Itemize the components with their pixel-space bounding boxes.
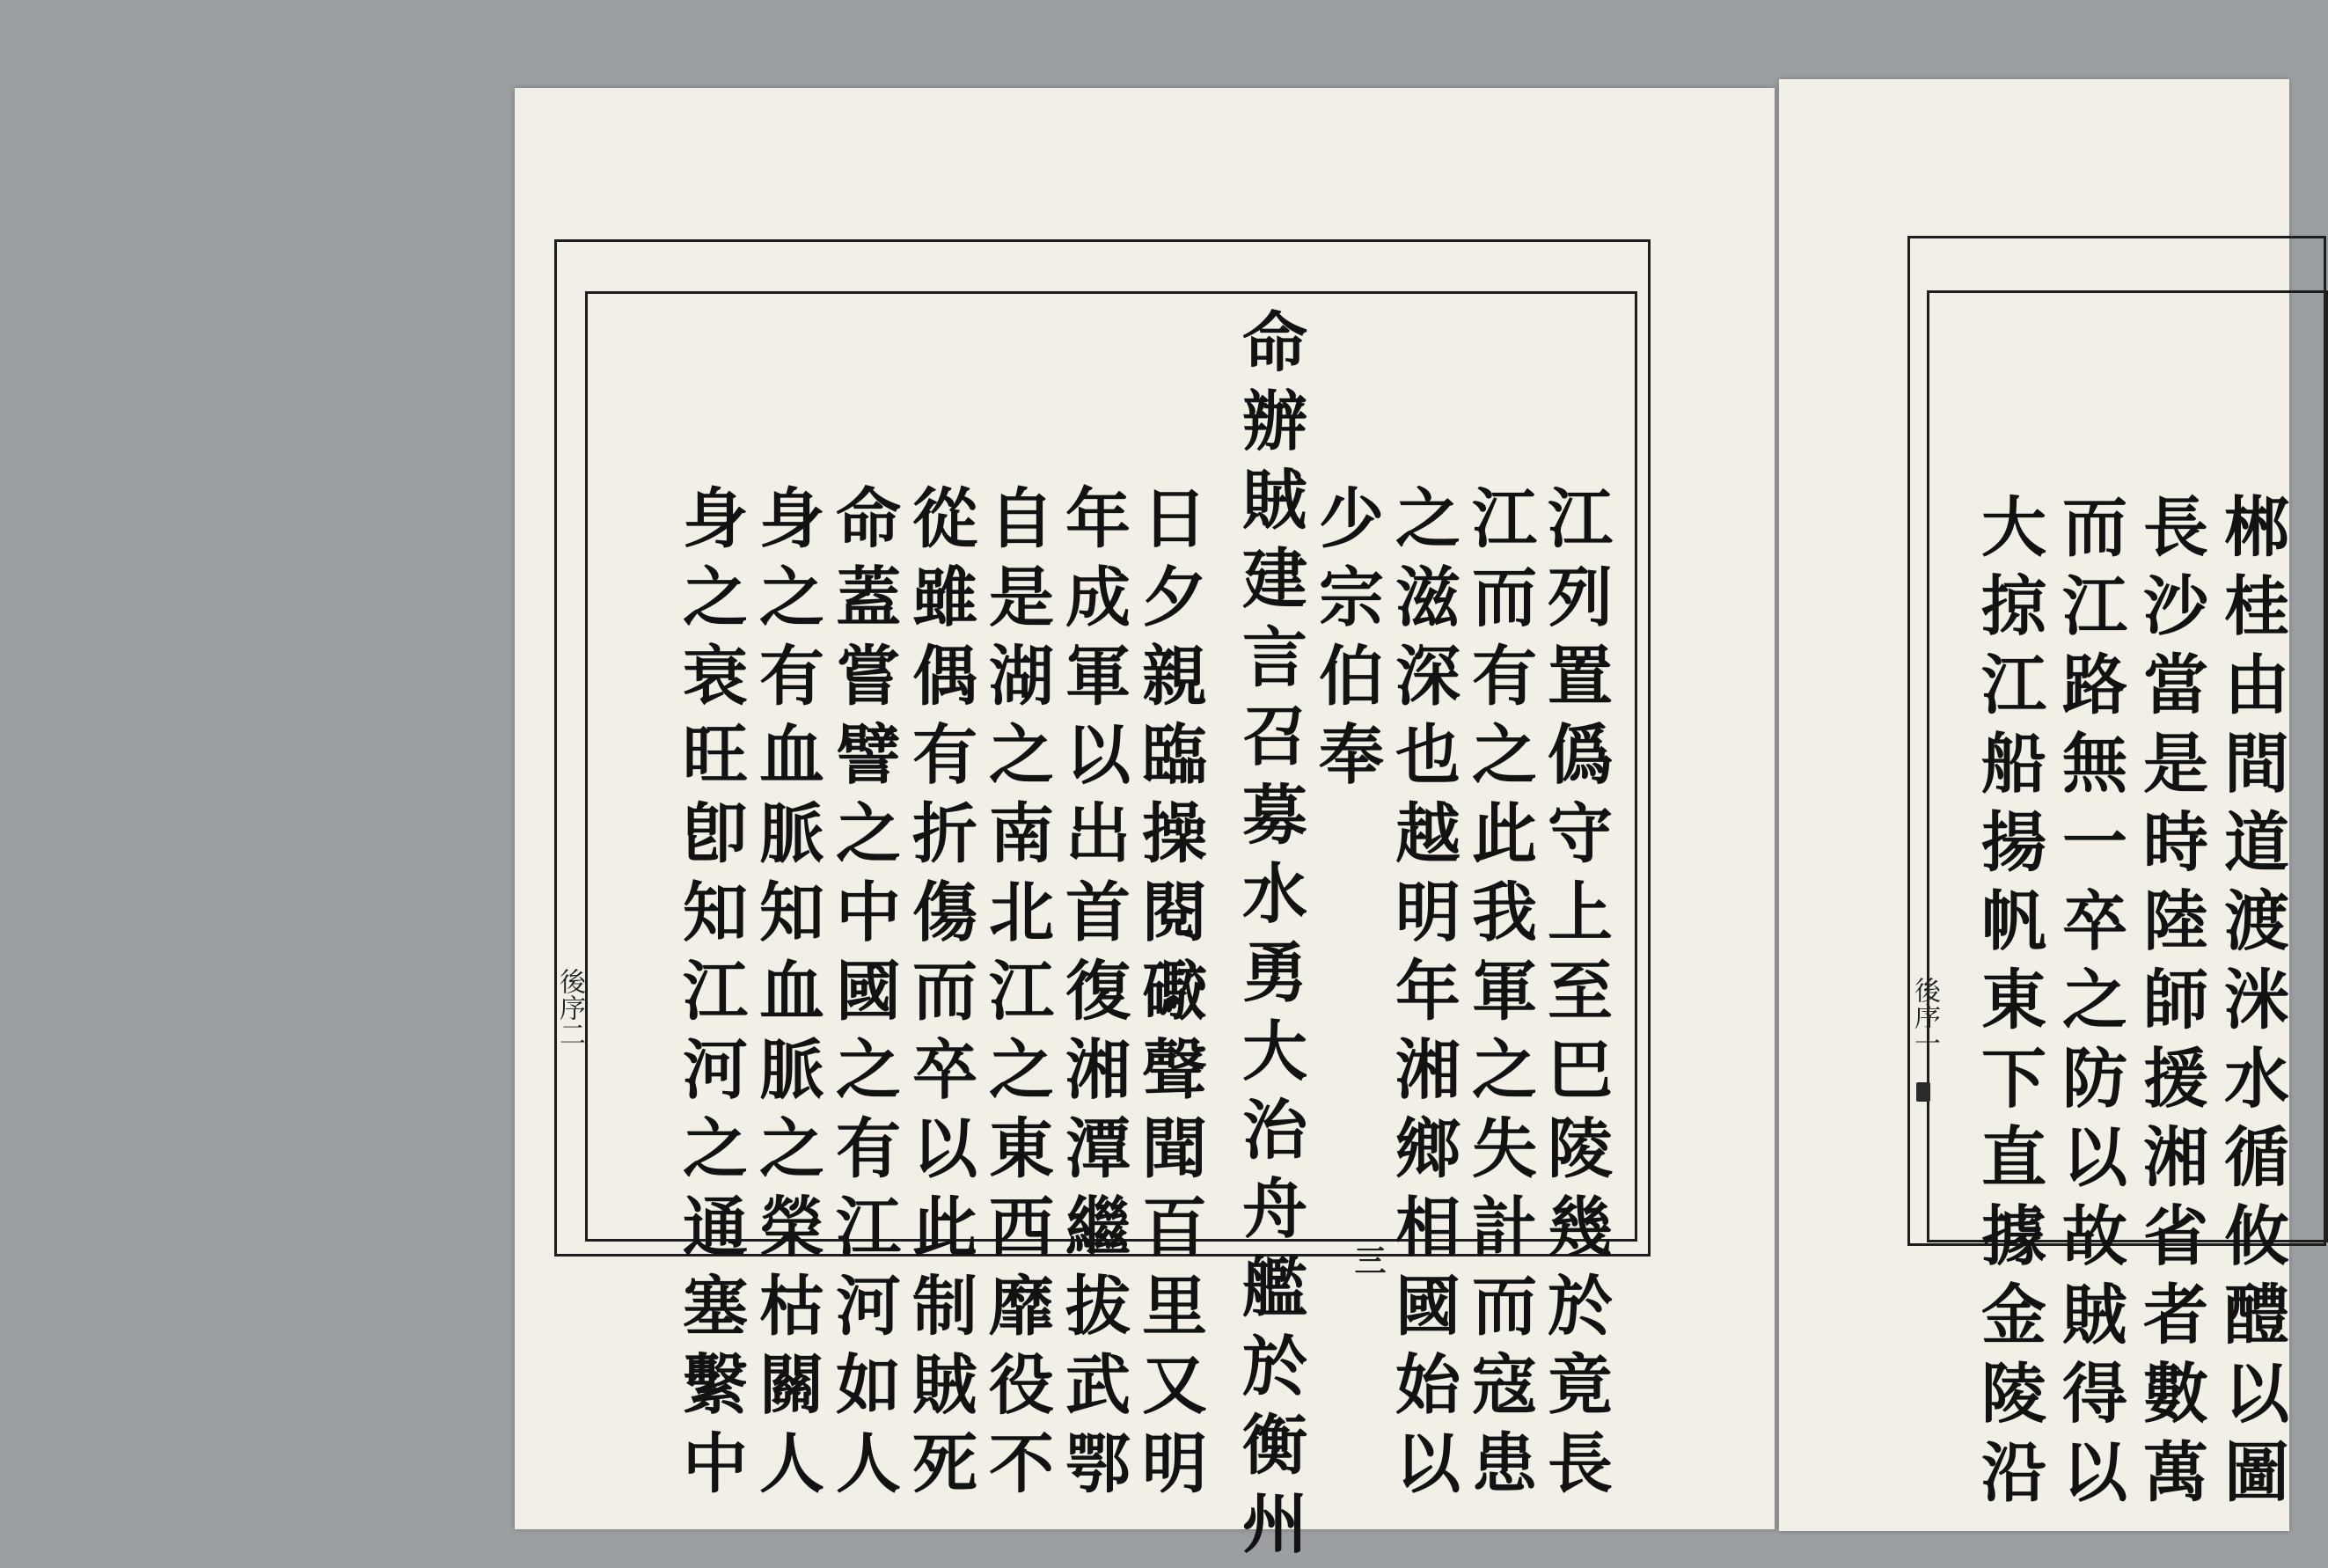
text-column: 身之有血脈知血脈之榮枯關人: [749, 484, 824, 1508]
text-column: 命蓋嘗譬之中國之有江河如人: [825, 484, 901, 1508]
text-column: 郴桂由間道渡洣水循攸醴以圖: [2214, 493, 2289, 1517]
text-column: 之滋深也越明年湘鄉相國始以: [1385, 484, 1460, 1508]
text-column: 身之衰旺卽知江河之通塞繫中: [672, 484, 748, 1508]
text-column: 年成軍以出首復湘潭繼拔武鄂: [1055, 484, 1131, 1508]
ink-blot: [1916, 1082, 1930, 1102]
text-column: 命辦賊建言召募水勇大治舟艦於衡州: [1232, 308, 1307, 1568]
text-column: 少宗伯奉: [1308, 484, 1384, 799]
text-column: 從雖偶有折傷而卒以此制賊死: [902, 484, 977, 1508]
folio-label: 後序二: [554, 968, 585, 1047]
text-column: 江而有之此我軍之失計而寇患: [1461, 484, 1537, 1508]
text-column: 自是湖之南北江之東西靡役不: [978, 484, 1054, 1508]
text-column: 日夕親臨操閱礮聲聞百里又明: [1131, 484, 1207, 1508]
center-mark: 三: [1350, 1244, 1387, 1276]
left-page: [515, 88, 1775, 1568]
text-column: 江列置僞守上至巴陵幾於竟長: [1537, 484, 1613, 1508]
text-column: 而江路無一卒之防以故賊得以: [2052, 493, 2127, 1517]
folio-label: 後序一: [1909, 977, 1940, 1056]
right-page: [1779, 79, 2289, 1531]
text-column: 長沙當是時陸師援湘省者數萬: [2133, 493, 2208, 1517]
text-column: 大掠江船揚帆東下直據金陵沿: [1971, 493, 2046, 1517]
